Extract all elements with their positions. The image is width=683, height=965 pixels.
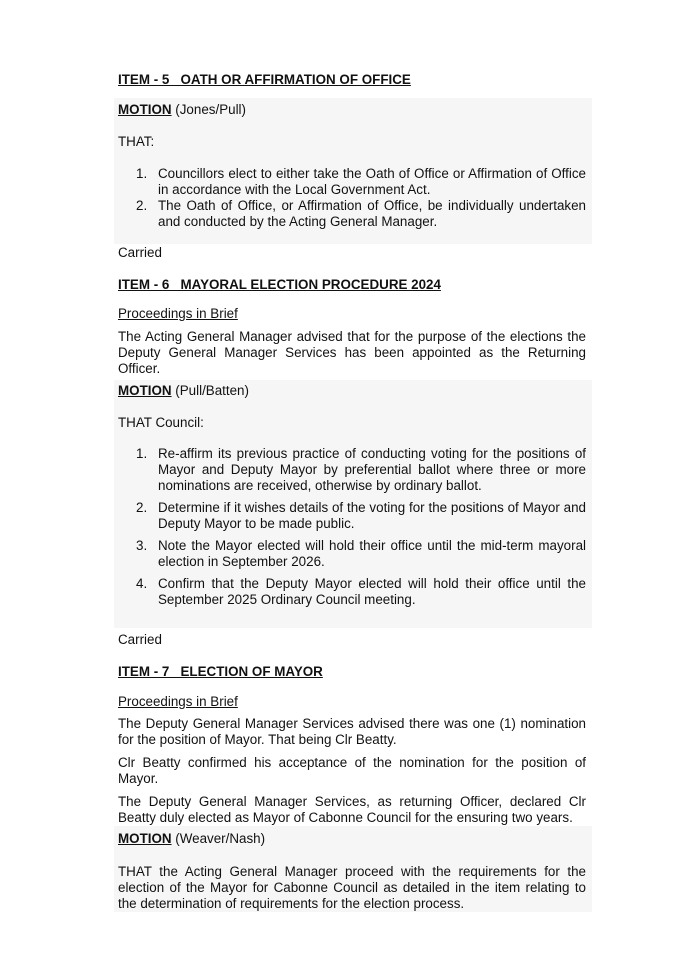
motion-movers: (Jones/Pull) [171,102,246,117]
list-item: 2. Determine if it wishes details of the voting for the positions of Mayor and Deputy Mayor to be made public. [136,500,586,531]
item7-paragraph-3: The Deputy General Manager Services, as returning Officer, declared Clr Beatty duly elected as Mayor of Cabonne Council for the ensuring two years. [118,794,586,825]
item6-paragraph: The Acting General Manager advised that for the purpose of the elections the Deputy General Manager Services has been appointed as the Returning Officer. [118,329,586,376]
item7-heading: ITEM - 7 ELECTION OF MAYOR [118,664,323,679]
item6-motion [118,383,586,399]
motion-label: MOTION [118,383,172,398]
motion-label: MOTION [118,102,172,117]
item5-list [136,166,586,230]
list-item: 2. The Oath of Office, or Affirmation of Office, be individually undertaken and conducted by the Acting General Manager. [136,198,586,229]
motion-movers: (Weaver/Nash) [171,831,266,846]
item7-motion [118,831,586,847]
item5-heading: ITEM - 5 OATH OR AFFIRMATION OF OFFICE [118,72,411,87]
item6-proceedings-label: Proceedings in Brief [118,306,238,321]
item6-heading: ITEM - 6 MAYORAL ELECTION PROCEDURE 2024 [118,277,441,292]
motion-movers: (Pull/Batten) [171,383,249,398]
list-item: 1. Re-affirm its previous practice of conducting voting for the positions of Mayor and Deputy Mayor by preferential ballot where three or more nominations are received, otherwise by ordinary ballot. [136,446,586,493]
item7-that-paragraph: THAT the Acting General Manager proceed with the requirements for the election of the Mayor for Cabonne Council as detailed in the item relating to the determination of requirements for the election process. [118,864,586,911]
item5-result: Carried [118,245,162,260]
item6-that: THAT Council: [118,415,204,430]
item7-paragraph-1: The Deputy General Manager Services advised there was one (1) nomination for the position of Mayor. That being Clr Beatty. [118,716,586,747]
item7-paragraph-2: Clr Beatty confirmed his acceptance of the nomination for the position of Mayor. [118,755,586,786]
list-item: 4. Confirm that the Deputy Mayor elected will hold their office until the September 2025 Ordinary Council meeting. [136,576,586,607]
item6-list [136,446,586,608]
list-item: 1. Councillors elect to either take the Oath of Office or Affirmation of Office in accordance with the Local Government Act. [136,166,586,197]
list-item: 3. Note the Mayor elected will hold their office until the mid-term mayoral election in September 2026. [136,538,586,569]
item5-motion [118,102,586,118]
item5-that: THAT: [118,134,155,149]
item7-proceedings-label: Proceedings in Brief [118,694,238,709]
item6-result: Carried [118,632,162,647]
motion-label: MOTION [118,831,172,846]
